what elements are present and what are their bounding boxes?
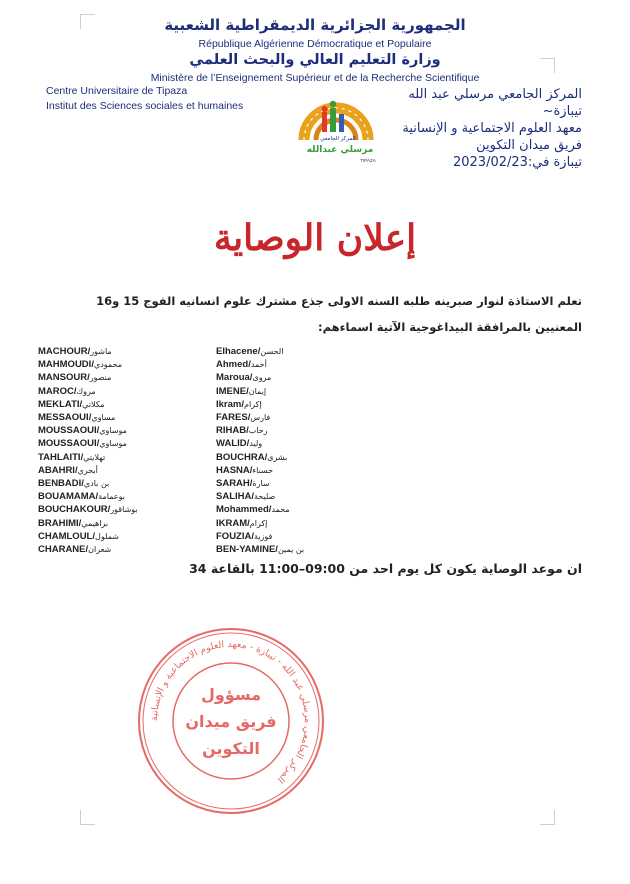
- student-entry: BOUAMAMA/بوعمامة: [38, 491, 125, 503]
- header-left-line: Institut des Sciences sociales et humaines: [46, 100, 244, 112]
- announcement-title: إعلان الوصاية: [213, 217, 417, 259]
- student-arabic: محمودي: [93, 360, 122, 370]
- stamp-ring-text: المركز الجامعي مرسلي عبد الله - تيبازة - معهد العلوم الاجتماعية و الإنسانية: [148, 638, 314, 786]
- logo-label-city: TIPAZA: [360, 158, 376, 163]
- student-latin: ABAHRI: [38, 464, 75, 476]
- student-entry: MAROC/مروك: [38, 385, 96, 397]
- header-ministry-ar: وزارة التعليم العالي والبحث العلمي: [189, 52, 441, 68]
- header-left-block: [46, 84, 243, 114]
- student-arabic: رحاب: [248, 426, 268, 436]
- student-latin: BENBADI: [38, 478, 82, 490]
- student-arabic: محمد: [271, 505, 290, 515]
- logo-label-name: مرسلي عبدالله: [306, 145, 374, 155]
- student-latin: IKRAM: [216, 517, 248, 529]
- student-latin: Maroua: [216, 372, 250, 384]
- header-left-line: Centre Universitaire de Tipaza: [46, 85, 188, 97]
- student-arabic: وليد: [249, 439, 263, 449]
- student-entry: FARES/فارس: [216, 412, 271, 424]
- student-entry: MACHOUR/ماشور: [38, 346, 112, 357]
- student-arabic: مكلاتي: [82, 399, 105, 409]
- student-latin: MANSOUR: [38, 372, 88, 384]
- student-arabic: شعران: [88, 545, 112, 555]
- student-entry: SALIHA/صليحة: [216, 491, 276, 503]
- student-arabic: إكرام: [249, 518, 268, 528]
- student-latin: Elhacene: [216, 346, 258, 357]
- student-entry: Maroua/مروى: [216, 372, 272, 384]
- student-entry: BENBADI/بن بادي: [38, 478, 110, 490]
- student-arabic: بشرى: [267, 452, 288, 462]
- header-right-line: فريق ميدان التكوين: [476, 138, 582, 153]
- student-entry: TAHLAITI/تهلايتي: [38, 451, 106, 463]
- student-entry: BOUCHAKOUR/بوشاقور: [38, 504, 138, 516]
- student-arabic: مروى: [252, 373, 272, 383]
- header-republic-fr: République Algérienne Démocratique et Populaire: [198, 38, 432, 50]
- header-right-line: تيبازة في:2023/02/23: [452, 155, 582, 170]
- student-latin: MOUSSAOUI: [38, 425, 97, 437]
- student-latin: MOUSSAOUI: [38, 438, 97, 450]
- student-entry: Ikram/إكرام: [216, 398, 262, 410]
- students-list-left: [38, 345, 208, 556]
- corner-mark-bottom-right: [540, 810, 555, 825]
- header-ministry-fr: Ministère de l’Enseignement Supérieur et de la Recherche Scientifique: [150, 72, 480, 84]
- student-entry: BOUCHRA/بشرى: [216, 451, 288, 463]
- student-entry: RIHAB/رحاب: [216, 425, 268, 437]
- student-arabic: مروك: [76, 386, 96, 396]
- student-arabic: صليحة: [254, 492, 276, 502]
- student-arabic: بوعمامة: [98, 492, 125, 502]
- student-entry: MANSOUR/منصور: [38, 372, 112, 384]
- student-latin: MESSAOUI: [38, 412, 89, 424]
- student-entry: Elhacene/الحسن: [216, 346, 284, 357]
- student-entry: MESSAOUI/مساوي: [38, 412, 116, 424]
- student-latin: WALID: [216, 438, 247, 450]
- student-entry: CHAMLOUL/شملول: [38, 530, 119, 542]
- corner-mark-bottom-left: [80, 810, 95, 825]
- student-arabic: موساوي: [99, 439, 127, 449]
- student-latin: Ikram: [216, 398, 242, 410]
- student-entry: SARAH/سارة: [216, 478, 270, 490]
- student-latin: SALIHA: [216, 491, 252, 503]
- student-latin: HASNA: [216, 464, 250, 476]
- student-latin: IMENE: [216, 385, 247, 397]
- header-right-line: تيبازة~: [542, 104, 582, 119]
- students-list-right: [216, 345, 416, 556]
- stamp-center-line: مسؤول: [200, 685, 262, 704]
- student-latin: CHAMLOUL: [38, 530, 93, 542]
- header-right-block: [342, 86, 582, 171]
- student-entry: MOUSSAOUI/موساوي: [38, 425, 127, 437]
- student-entry: Ahmed/أحمد: [216, 359, 267, 371]
- student-arabic: الحسن: [260, 347, 284, 356]
- header-right-line: المركز الجامعي مرسلي عبد الله: [408, 87, 582, 102]
- student-latin: MAHMOUDI: [38, 359, 92, 371]
- student-latin: BOUCHRA: [216, 451, 265, 463]
- announcement-paragraph-line2: المعنيين بالمرافقة البيداغوجية الآتية اسماءهم:: [318, 320, 582, 334]
- official-stamp: [134, 624, 328, 818]
- student-latin: FOUZIA: [216, 530, 252, 542]
- student-latin: Mohammed: [216, 504, 269, 516]
- student-arabic: سارة: [252, 479, 270, 489]
- student-latin: Ahmed: [216, 359, 249, 371]
- student-latin: BRAHIMI: [38, 517, 79, 529]
- student-arabic: إيمان: [248, 386, 267, 396]
- student-arabic: فوزية: [254, 531, 273, 541]
- student-entry: MEKLATI/مكلاتي: [38, 398, 105, 410]
- student-entry: IKRAM/إكرام: [216, 517, 268, 529]
- student-entry: ABAHRI/أبحري: [38, 464, 98, 476]
- student-latin: TAHLAITI: [38, 451, 81, 463]
- student-latin: CHARANE: [38, 544, 86, 556]
- student-entry: BEN-YAMINE/بن يمين: [216, 544, 305, 556]
- student-latin: MEKLATI: [38, 398, 80, 410]
- student-arabic: منصور: [89, 373, 112, 383]
- student-entry: Mohammed/محمد: [216, 504, 290, 516]
- student-arabic: مساوي: [91, 413, 116, 423]
- university-logo: [294, 88, 378, 166]
- student-arabic: حسناء: [252, 465, 274, 475]
- student-arabic: أحمد: [250, 360, 267, 370]
- student-arabic: ماشور: [90, 347, 112, 356]
- student-latin: FARES: [216, 412, 248, 424]
- student-arabic: فارس: [250, 413, 271, 423]
- student-arabic: بن بادي: [83, 479, 110, 489]
- student-arabic: تهلايتي: [83, 452, 106, 462]
- header-right-line: معهد العلوم الاجتماعية و الإنسانية: [402, 121, 582, 136]
- stamp-center-line: فريق ميدان: [185, 712, 277, 731]
- student-arabic: أبحري: [77, 465, 98, 475]
- student-arabic: بوشاقور: [110, 505, 138, 515]
- stamp-center-line: التكوين: [202, 739, 260, 758]
- student-entry: FOUZIA/فوزية: [216, 530, 273, 542]
- student-entry: HASNA/حسناء: [216, 464, 274, 476]
- student-arabic: شملول: [95, 531, 119, 541]
- student-latin: BEN-YAMINE: [216, 544, 276, 556]
- student-latin: MAROC: [38, 385, 74, 397]
- student-latin: MACHOUR: [38, 346, 88, 357]
- student-entry: MOUSSAOUI/موساوي: [38, 438, 127, 450]
- student-arabic: موساوي: [99, 426, 127, 436]
- logo-label-top: المركز الجامعي: [320, 136, 356, 142]
- student-entry: MAHMOUDI/محمودي: [38, 359, 122, 371]
- student-latin: BOUAMAMA: [38, 491, 96, 503]
- student-entry: CHARANE/شعران: [38, 544, 112, 556]
- student-latin: SARAH: [216, 478, 250, 490]
- student-arabic: بن يمين: [277, 545, 305, 555]
- student-arabic: براهيمي: [81, 518, 109, 528]
- student-latin: RIHAB: [216, 425, 247, 437]
- student-entry: IMENE/إيمان: [216, 385, 267, 397]
- header-republic-ar: الجمهورية الجزائرية الديمقراطية الشعبية: [164, 16, 466, 34]
- student-entry: BRAHIMI/براهيمي: [38, 517, 109, 529]
- announcement-paragraph-line1: تعلم الاستاذة لنوار صبرينه طلبه السنه الاولى جذع مشترك علوم انسانيه الفوج 15 و16: [96, 294, 582, 308]
- student-latin: BOUCHAKOUR: [38, 504, 108, 516]
- tutoring-schedule: ان موعد الوصاية يكون كل يوم احد من 09:00–11:00 بالقاعة 34: [189, 561, 582, 576]
- student-entry: WALID/وليد: [216, 438, 263, 450]
- student-arabic: إكرام: [244, 399, 262, 409]
